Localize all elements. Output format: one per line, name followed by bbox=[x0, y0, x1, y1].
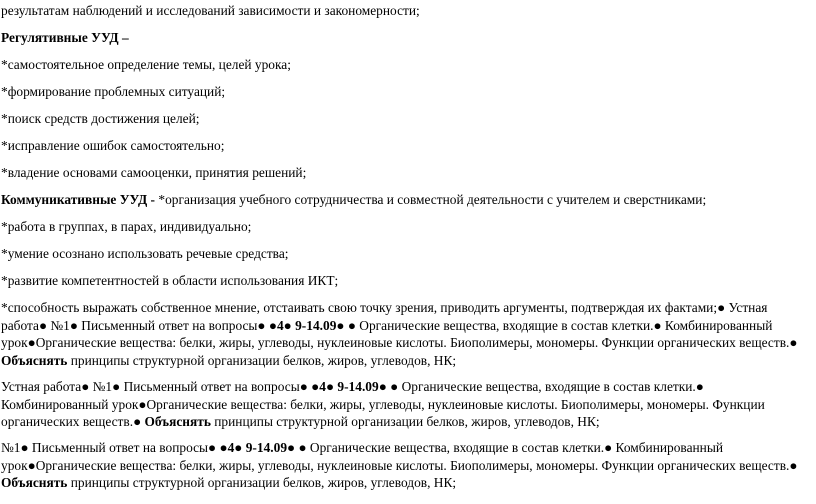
bullet-icon: ● bbox=[789, 457, 798, 473]
block2-combined: Комбинированный урок bbox=[1, 396, 139, 412]
block3-combined: Комбинированный урок bbox=[1, 440, 724, 473]
bullet-icon: ● bbox=[27, 335, 36, 350]
block2-topic: Органические вещества: белки, жиры, углеводы, нуклеиновые кислоты. Биополимеры, мономеры. Функции органических веществ. bbox=[1, 396, 765, 429]
regulative-item: *владение основами самооценки, принятия решений; bbox=[1, 165, 307, 180]
bullet-icon: ● bbox=[298, 440, 307, 455]
block2-organic: Органические вещества, входящие в состав клетки. bbox=[398, 379, 696, 394]
block2-tail: принципы структурной организации белков, жиров, углеводов, НК; bbox=[210, 414, 600, 429]
bullet-icon: ● bbox=[69, 317, 78, 333]
bullet-icon: ● bbox=[38, 317, 48, 333]
communicative-item: *умение осознано использовать речевые средства; bbox=[1, 246, 289, 261]
bullet-icon: ● bbox=[311, 379, 320, 394]
bullet-icon: ● bbox=[81, 379, 90, 394]
bullet-icon: ● bbox=[390, 379, 399, 394]
communicative-item: *развитие компетентностей в области использования ИКТ; bbox=[1, 273, 339, 288]
block1-four: 4 bbox=[276, 317, 284, 333]
bullet-icon: ● bbox=[208, 440, 217, 455]
bullet-icon: ● bbox=[325, 379, 335, 394]
block3-written: Письменный ответ на вопросы bbox=[28, 440, 209, 455]
block2-oral: Устная работа bbox=[1, 379, 82, 394]
regulative-item: *поиск средств достижения целей; bbox=[1, 111, 200, 126]
bullet-icon: ● bbox=[336, 317, 345, 333]
bullet-icon: ● bbox=[287, 440, 296, 455]
block1-oral: Устная работа bbox=[1, 300, 768, 333]
regulative-heading bbox=[1, 29, 129, 46]
communicative-first-item: *организация учебного сотрудничества и совместной деятельности с учителем и сверстниками; bbox=[158, 192, 707, 207]
block2-written: Письменный ответ на вопросы bbox=[120, 379, 300, 394]
block2-four: 4 bbox=[319, 379, 326, 394]
block2-explain: Объяснять bbox=[141, 414, 211, 429]
block1-dates: 9-14.09 bbox=[291, 317, 337, 333]
block3-four: 4 bbox=[227, 440, 235, 455]
regulative-item: *формирование проблемных ситуаций; bbox=[1, 84, 226, 99]
lesson-block-2 bbox=[1, 378, 806, 431]
communicative-heading: Коммуникативные УУД - bbox=[1, 192, 159, 207]
block1-num: №1 bbox=[47, 317, 70, 333]
bullet-icon: ● bbox=[138, 396, 147, 412]
block2-dates: 9-14.09 bbox=[334, 379, 379, 394]
bullet-icon: ● bbox=[283, 317, 292, 333]
block1-combined: Комбинированный урок bbox=[1, 317, 773, 350]
block1-organic: Органические вещества, входящие в состав клетки. bbox=[355, 317, 654, 333]
bullet-icon: ● bbox=[20, 440, 29, 455]
block1-tail: принципы структурной организации белков, жиров, углеводов, НК; bbox=[67, 352, 457, 368]
block1-written: Письменный ответ на вопросы bbox=[77, 317, 258, 333]
bullet-icon: ● bbox=[695, 379, 704, 394]
bullet-icon: ● bbox=[653, 317, 662, 333]
intro-line: результатам наблюдений и исследований зависимости и закономерности; bbox=[1, 3, 420, 18]
block2-num: №1 bbox=[89, 379, 113, 394]
communicative-line bbox=[1, 191, 706, 208]
bullet-icon: ● bbox=[234, 440, 243, 455]
regulative-item: *самостоятельное определение темы, целей урока; bbox=[1, 57, 291, 72]
block3-dates: 9-14.09 bbox=[242, 440, 288, 455]
bullet-icon: ● bbox=[219, 440, 228, 455]
bullet-icon: ● bbox=[257, 317, 266, 333]
lesson-block-1 bbox=[1, 299, 806, 369]
block1-lead: *способность выражать собственное мнение, отстаивать свою точку зрения, приводить аргументы, подтверждая их фактами; bbox=[1, 300, 718, 315]
lesson-block-3 bbox=[1, 439, 806, 492]
bullet-icon: ● bbox=[717, 300, 726, 315]
block1-topic: Органические вещества: белки, жиры, углеводы, нуклеиновые кислоты. Биополимеры, мономеры. Функции органических веществ. bbox=[35, 335, 790, 350]
bullet-icon: ● bbox=[347, 317, 356, 333]
block3-organic: Органические вещества, входящие в состав клетки. bbox=[306, 440, 605, 455]
communicative-item: *работа в группах, в парах, индивидуально; bbox=[1, 219, 252, 234]
bullet-icon: ● bbox=[112, 379, 121, 394]
bullet-icon: ● bbox=[299, 379, 308, 394]
bullet-icon: ● bbox=[133, 414, 142, 429]
block3-num: №1 bbox=[1, 440, 21, 455]
bullet-icon: ● bbox=[604, 440, 613, 455]
regulative-heading-text: Регулятивные УУД – bbox=[1, 30, 129, 45]
regulative-item: *исправление ошибок самостоятельно; bbox=[1, 138, 225, 153]
block3-tail: принципы структурной организации белков, жиров, углеводов, НК; bbox=[67, 475, 457, 490]
bullet-icon: ● bbox=[789, 335, 798, 350]
block1-explain: Объяснять bbox=[1, 352, 68, 368]
bullet-icon: ● bbox=[378, 379, 387, 394]
block3-explain: Объяснять bbox=[1, 475, 68, 490]
block3-topic: Органические вещества: белки, жиры, углеводы, нуклеиновые кислоты. Биополимеры, мономеры. Функции органических веществ. bbox=[35, 457, 790, 473]
bullet-icon: ● bbox=[268, 317, 277, 333]
bullet-icon: ● bbox=[27, 457, 36, 473]
